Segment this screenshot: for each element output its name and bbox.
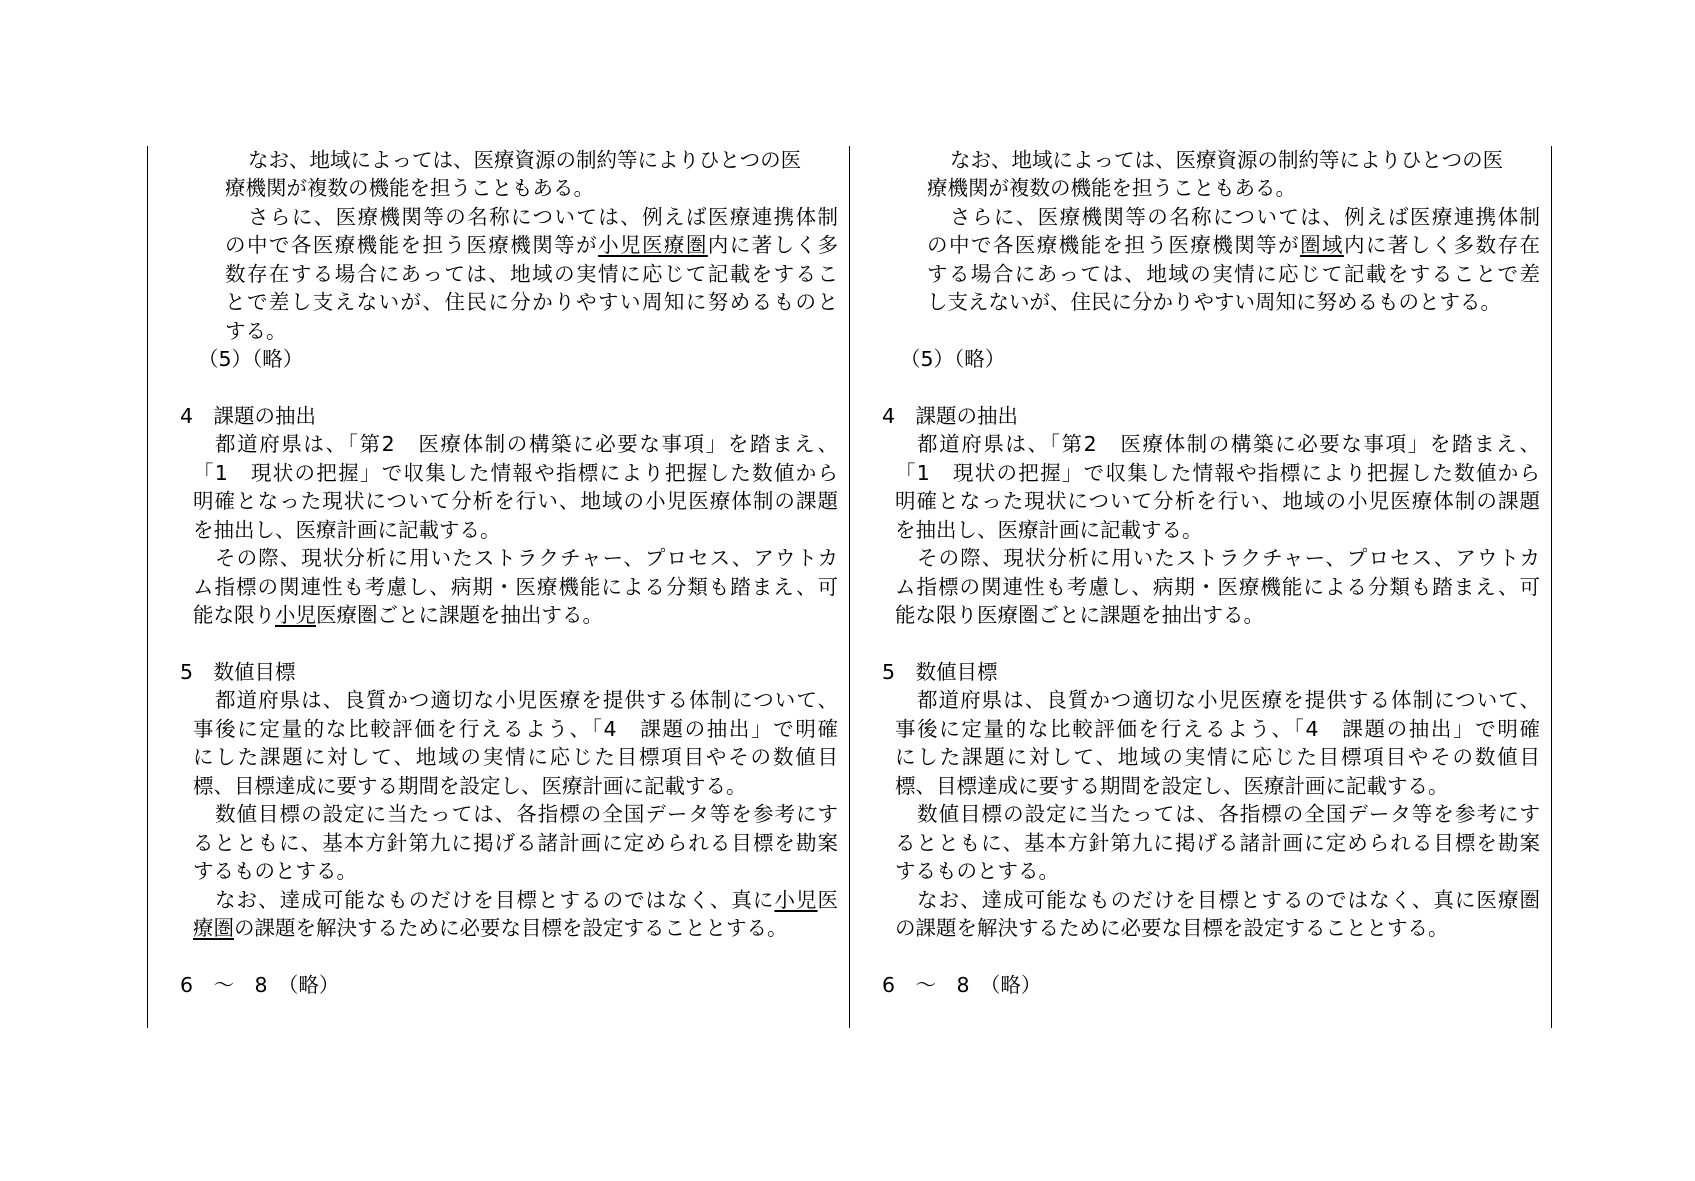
left-section-5-line-3 — [193, 743, 838, 771]
text-span: の中で各医療機能を担う医療機関等が — [927, 233, 1301, 257]
center-divider-line — [849, 146, 850, 1028]
text-span: 療機関が複数の機能を担うこともある。 — [225, 176, 594, 200]
right-section-5-line-2 — [895, 715, 1540, 743]
left-section-4-line-3 — [193, 487, 838, 515]
text-span: 5 数値目標 — [180, 660, 296, 684]
right-section-5-line-6 — [895, 829, 1540, 857]
text-span: とで差し支えないが、住民に分かりやすい周知に努めるものと — [225, 290, 838, 314]
left-note-line-7 — [225, 317, 287, 345]
left-item-5-omitted — [198, 345, 303, 373]
text-span: の課題を解決するために必要な目標を設定することとする。 — [234, 916, 788, 940]
text-span: を抽出し、医療計画に記載する。 — [895, 518, 1203, 542]
text-span: 内に著しく多数存在 — [1343, 233, 1541, 257]
left-note-line-4 — [225, 231, 838, 259]
left-section-5-line-4 — [193, 772, 747, 800]
text-span: 都道府県は、「第2 医療体制の構築に必要な事項」を踏まえ、 — [917, 432, 1540, 456]
text-span: 6 ～ 8 （略） — [882, 973, 1042, 997]
left-note-line-1 — [248, 146, 838, 174]
text-span: 医療圏ごとに課題を抽出する。 — [316, 603, 603, 627]
text-span: （5）（略） — [198, 347, 304, 371]
text-span: 「1 現状の把握」で収集した情報や指標により把握した数値から — [895, 461, 1540, 485]
left-section-4-line-2 — [193, 459, 838, 487]
text-span: 4 課題の抽出 — [180, 404, 317, 428]
left-section-5-line-7 — [193, 857, 357, 885]
underlined-amendment: 圏域 — [1300, 233, 1344, 257]
text-span: 療機関が複数の機能を担うこともある。 — [927, 176, 1296, 200]
text-span: 都道府県は、良質かつ適切な小児医療を提供する体制について、 — [215, 688, 838, 712]
left-section-4-line-5 — [215, 544, 838, 572]
text-span: なお、地域によっては、医療資源の制約等によりひとつの医 — [950, 148, 1504, 172]
right-section-5-line-3 — [895, 743, 1540, 771]
right-note-line-4 — [927, 231, 1540, 259]
text-span: さらに、医療機関等の名称については、例えば医療連携体制 — [950, 205, 1540, 229]
left-section-4-heading — [180, 402, 316, 430]
left-section-5-line-2 — [193, 715, 838, 743]
text-span: し支えないが、住民に分かりやすい周知に努めるものとする。 — [927, 290, 1501, 314]
right-border-line — [1551, 146, 1552, 1028]
text-span: 都道府県は、良質かつ適切な小児医療を提供する体制について、 — [917, 688, 1540, 712]
text-span: （5）（略） — [900, 347, 1006, 371]
text-span: るとともに、基本方針第九に掲げる諸計画に定められる目標を勘案 — [193, 831, 838, 855]
left-section-5-heading — [180, 658, 296, 686]
right-section-4-line-7 — [895, 601, 1264, 629]
left-note-line-3 — [248, 203, 838, 231]
text-span: 都道府県は、「第2 医療体制の構築に必要な事項」を踏まえ、 — [215, 432, 838, 456]
text-span: 数値目標の設定に当たっては、各指標の全国データ等を参考にす — [215, 802, 838, 826]
text-span: 「1 現状の把握」で収集した情報や指標により把握した数値から — [193, 461, 838, 485]
text-span: 事後に定量的な比較評価を行えるよう、「4 課題の抽出」で明確 — [895, 717, 1540, 741]
right-section-4-line-5 — [917, 544, 1540, 572]
underlined-amendment: 小児 — [774, 888, 818, 912]
right-section-5-heading — [882, 658, 998, 686]
underlined-amendment: 小児医療圏 — [598, 233, 708, 257]
text-span: なお、達成可能なものだけを目標とするのではなく、真に — [215, 888, 775, 912]
underlined-amendment: 療圏 — [193, 916, 234, 940]
text-span: 5 数値目標 — [882, 660, 998, 684]
text-span: 明確となった現状について分析を行い、地域の小児医療体制の課題 — [895, 489, 1540, 513]
text-span: 能な限り — [193, 603, 275, 627]
right-note-line-1 — [950, 146, 1540, 174]
text-span: 数存在する場合にあっては、地域の実情に応じて記載をするこ — [225, 262, 838, 286]
right-section-4-line-6 — [895, 573, 1540, 601]
left-section-5-line-9 — [193, 914, 788, 942]
left-border-line — [147, 146, 148, 1028]
right-section-4-line-2 — [895, 459, 1540, 487]
right-note-line-5 — [927, 260, 1540, 288]
text-span: 明確となった現状について分析を行い、地域の小児医療体制の課題 — [193, 489, 838, 513]
text-span: 事後に定量的な比較評価を行えるよう、「4 課題の抽出」で明確 — [193, 717, 838, 741]
text-span: さらに、医療機関等の名称については、例えば医療連携体制 — [248, 205, 838, 229]
text-span: 標、目標達成に要する期間を設定し、医療計画に記載する。 — [193, 774, 747, 798]
text-span: その際、現状分析に用いたストラクチャー、プロセス、アウトカ — [917, 546, 1540, 570]
text-span: するものとする。 — [193, 859, 357, 883]
text-span: する場合にあっては、地域の実情に応じて記載をすることで差 — [927, 262, 1540, 286]
text-span: を抽出し、医療計画に記載する。 — [193, 518, 501, 542]
right-note-line-3 — [950, 203, 1540, 231]
right-section-5-line-5 — [917, 800, 1540, 828]
left-section-5-line-1 — [215, 686, 838, 714]
right-section-4-line-4 — [895, 516, 1203, 544]
underlined-amendment: 小児 — [275, 603, 316, 627]
left-sections-6-8-omitted — [180, 971, 339, 999]
right-section-4-heading — [882, 402, 1018, 430]
text-span: するものとする。 — [895, 859, 1059, 883]
text-span: 6 ～ 8 （略） — [180, 973, 340, 997]
text-span: ム指標の関連性も考慮し、病期・医療機能による分類も踏まえ、可 — [193, 575, 838, 599]
left-section-5-line-8 — [215, 886, 838, 914]
right-item-5-omitted — [900, 345, 1005, 373]
text-span: るとともに、基本方針第九に掲げる諸計画に定められる目標を勘案 — [895, 831, 1540, 855]
left-note-line-5 — [225, 260, 838, 288]
left-section-5-line-5 — [215, 800, 838, 828]
text-span: する。 — [225, 319, 287, 343]
text-span: なお、地域によっては、医療資源の制約等によりひとつの医 — [248, 148, 802, 172]
left-note-line-6 — [225, 288, 838, 316]
right-section-4-line-3 — [895, 487, 1540, 515]
text-span: にした課題に対して、地域の実情に応じた目標項目やその数値目 — [895, 745, 1540, 769]
right-section-5-line-8 — [917, 886, 1540, 914]
text-span: 能な限り医療圏ごとに課題を抽出する。 — [895, 603, 1264, 627]
text-span: 内に著しく多 — [707, 233, 839, 257]
right-section-5-line-9 — [895, 914, 1449, 942]
text-span: の課題を解決するために必要な目標を設定することとする。 — [895, 916, 1449, 940]
right-section-5-line-7 — [895, 857, 1059, 885]
left-section-5-line-6 — [193, 829, 838, 857]
right-section-5-line-1 — [917, 686, 1540, 714]
text-span: にした課題に対して、地域の実情に応じた目標項目やその数値目 — [193, 745, 838, 769]
text-span: その際、現状分析に用いたストラクチャー、プロセス、アウトカ — [215, 546, 838, 570]
text-span: 医 — [817, 888, 839, 912]
text-span: ム指標の関連性も考慮し、病期・医療機能による分類も踏まえ、可 — [895, 575, 1540, 599]
text-span: 4 課題の抽出 — [882, 404, 1019, 428]
left-section-4-line-4 — [193, 516, 501, 544]
right-note-line-6 — [927, 288, 1501, 316]
left-note-line-2 — [225, 174, 594, 202]
right-note-line-2 — [927, 174, 1296, 202]
text-span: 数値目標の設定に当たっては、各指標の全国データ等を参考にす — [917, 802, 1540, 826]
left-section-4-line-7 — [193, 601, 603, 629]
text-span: の中で各医療機能を担う医療機関等が — [225, 233, 599, 257]
text-span: 標、目標達成に要する期間を設定し、医療計画に記載する。 — [895, 774, 1449, 798]
left-section-4-line-1 — [215, 430, 838, 458]
right-section-4-line-1 — [917, 430, 1540, 458]
right-sections-6-8-omitted — [882, 971, 1041, 999]
left-section-4-line-6 — [193, 573, 838, 601]
text-span: なお、達成可能なものだけを目標とするのではなく、真に医療圏 — [917, 888, 1540, 912]
right-section-5-line-4 — [895, 772, 1449, 800]
